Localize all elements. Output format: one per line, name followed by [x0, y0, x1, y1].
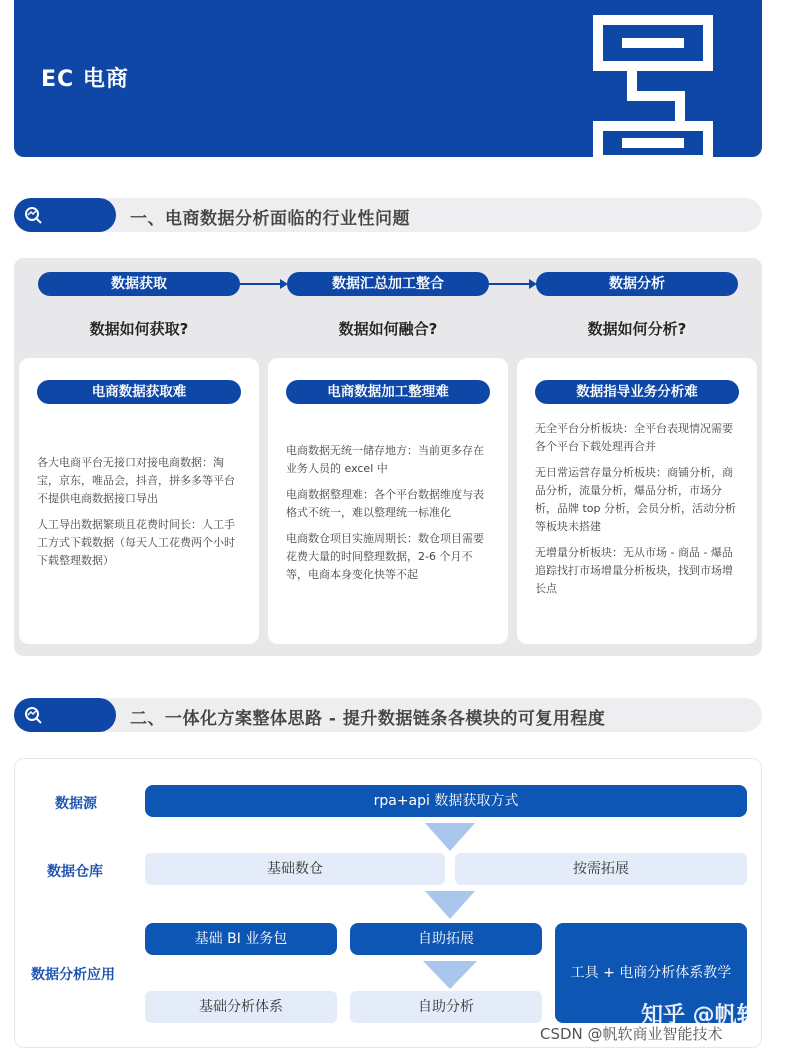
card-paragraph: 无增量分析板块：无从市场 - 商品 - 爆品追踪找打市场增量分析板块，找到市场增长点 — [535, 546, 733, 595]
section2-header — [14, 698, 762, 732]
card-title: 电商数据加工整理难 — [286, 380, 490, 404]
watermark-zhihu: 知乎 @帆软 — [641, 1003, 759, 1028]
teaching-box: 工具 + 电商分析体系教学 — [555, 923, 747, 1023]
warehouse-basic: 基础数仓 — [145, 853, 445, 885]
card-acquire — [19, 358, 259, 644]
card-paragraph: 电商数仓项目实施周期长：数仓项目需要花费大量的时间整理数据，2-6 个月不等，电商本身变化快等不起 — [286, 532, 484, 581]
card-paragraph: 电商数据整理难：各个平台数据维度与表格式不统一，难以整理统一标准化 — [286, 488, 484, 519]
header-banner — [14, 0, 762, 157]
card-integrate — [268, 358, 508, 644]
self-expand: 自助拓展 — [350, 923, 542, 955]
section2-pill — [14, 698, 116, 732]
card-paragraph: 电商数据无统一储存地方：当前更多存在业务人员的 excel 中 — [286, 444, 484, 475]
row-label-analysis: 数据分析应用 — [31, 967, 115, 983]
stage-analyze: 数据分析 — [536, 272, 738, 296]
row-label-warehouse: 数据仓库 — [47, 864, 103, 880]
section2-title: 二、一体化方案整体思路 - 提升数据链条各模块的可复用程度 — [130, 709, 606, 729]
section1-header — [14, 198, 762, 232]
card-paragraph: 人工导出数据繁琐且花费时间长：人工手工方式下载数据（每天人工花费两个小时下载整理数据） — [37, 518, 235, 567]
card-analyze — [517, 358, 757, 644]
question-acquire: 数据如何获取? — [89, 320, 189, 338]
banner-title: EC 电商 — [41, 67, 129, 92]
stage-arrow-1 — [240, 283, 280, 285]
section1-title: 一、电商数据分析面临的行业性问题 — [130, 209, 410, 229]
card-body — [37, 454, 242, 578]
source-bar: rpa+api 数据获取方式 — [145, 785, 747, 817]
down-arrow-icon — [423, 961, 477, 989]
card-title: 电商数据获取难 — [37, 380, 241, 404]
down-arrow-icon — [425, 823, 475, 851]
basic-system: 基础分析体系 — [145, 991, 337, 1023]
section1-panel — [14, 258, 762, 656]
card-title: 数据指导业务分析难 — [535, 380, 739, 404]
self-analysis: 自助分析 — [350, 991, 542, 1023]
card-paragraph: 各大电商平台无接口对接电商数据：淘宝，京东，唯品会，抖音，拼多多等平台不提供电商数据接口导出 — [37, 456, 235, 505]
section1-pill — [14, 198, 116, 232]
watermark-csdn: CSDN @帆软商业智能技术 — [540, 1025, 723, 1043]
card-paragraph: 无日常运营存量分析板块：商铺分析，商品分析，流量分析，爆品分析，市场分析，品牌 top 分析，会员分析，活动分析等板块未搭建 — [535, 466, 737, 533]
search-chart-icon — [24, 206, 42, 224]
row-label-source: 数据源 — [55, 796, 97, 812]
card-body — [535, 420, 740, 606]
stage-arrow-2 — [489, 283, 529, 285]
warehouse-expand: 按需拓展 — [455, 853, 747, 885]
down-arrow-icon — [425, 891, 475, 919]
question-integrate: 数据如何融合? — [338, 320, 438, 338]
search-chart-icon — [24, 706, 42, 724]
question-analyze: 数据如何分析? — [587, 320, 687, 338]
card-body — [286, 442, 491, 592]
bi-package: 基础 BI 业务包 — [145, 923, 337, 955]
card-paragraph: 无全平台分析板块：全平台表现情况需要各个平台下载处理再合并 — [535, 422, 733, 453]
stage-integrate: 数据汇总加工整合 — [287, 272, 489, 296]
stage-acquire: 数据获取 — [38, 272, 240, 296]
logo-icon — [592, 14, 722, 157]
